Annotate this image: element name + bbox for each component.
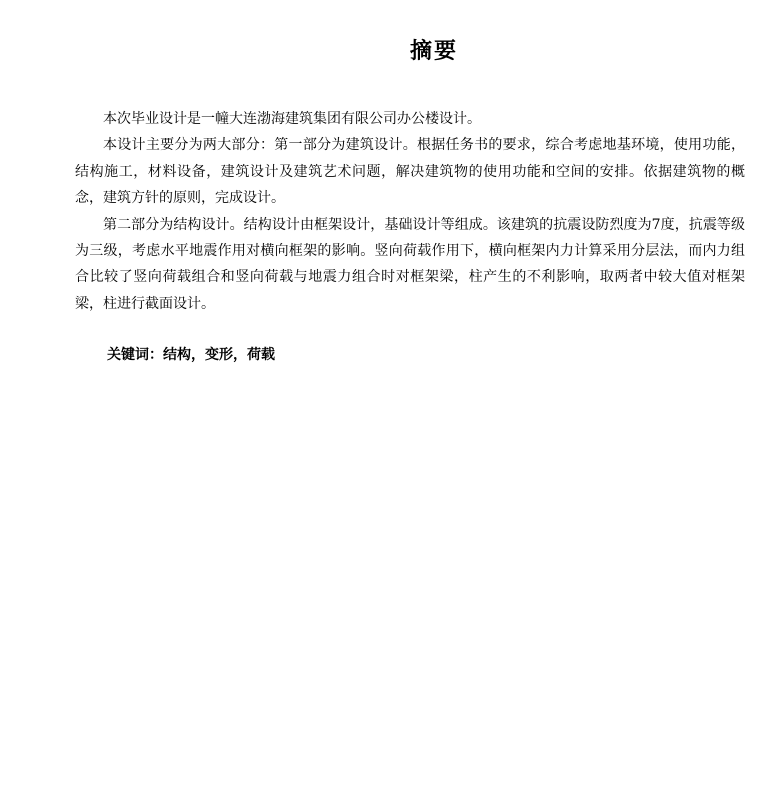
abstract-title: 摘要 <box>409 39 458 64</box>
keywords-line: 关键词：结构，变形，荷载 <box>107 347 275 363</box>
abstract-paragraph-2: 本设计主要分为两大部分：第一部分为建筑设计。根据任务书的要求，综合考虑地基环境，使用功能，结构施工，材料设备，建筑设计及建筑艺术问题，解决建筑物的使用功能和空间的安排。依据建筑物的概念，建筑方针的原则，完成设计。 <box>75 137 745 207</box>
abstract-paragraph-1: 本次毕业设计是一幢大连渤海建筑集团有限公司办公楼设计。 <box>103 111 481 127</box>
abstract-paragraph-3: 第二部分为结构设计。结构设计由框架设计，基础设计等组成。该建筑的抗震设防烈度为7度，抗震等级为三级，考虑水平地震作用对横向框架的影响。竖向荷载作用下，横向框架内力计算采用分层法，而内力组合比较了竖向荷载组合和竖向荷载与地震力组合时对框架梁，柱产生的不利影响，取两者中较大值对框架梁，柱进行截面设计。 <box>75 216 745 312</box>
abstract-body <box>75 106 745 317</box>
